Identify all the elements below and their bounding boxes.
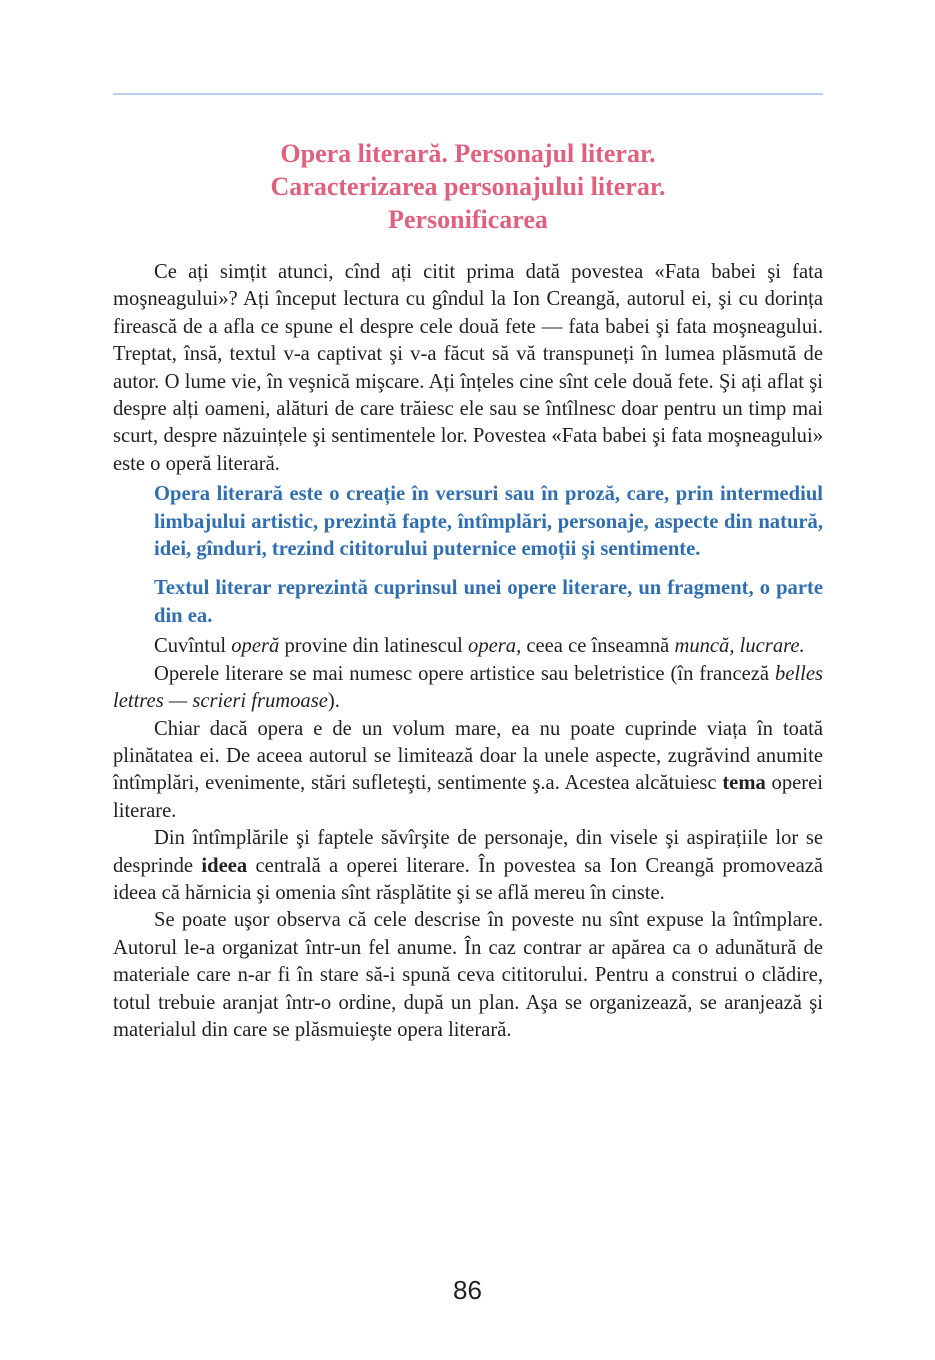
text-run: Cuvîntul bbox=[154, 635, 232, 658]
paragraph-etymology bbox=[113, 633, 823, 660]
text-run: ceea ce înseamnă bbox=[521, 635, 675, 658]
body-text bbox=[113, 259, 823, 1044]
title-line-3: Personificarea bbox=[388, 205, 548, 234]
title-line-1: Opera literară. Personajul literar. bbox=[280, 139, 656, 168]
title-line-2: Caracterizarea personajului literar. bbox=[270, 172, 666, 201]
italic-term: operă bbox=[231, 635, 280, 658]
intro-paragraph: Ce ați simțit atunci, cînd ați citit prima dată povestea «Fata babei şi fata moşneagului»? Ați început lectura cu gîndul la Ion Creangă, autorul ei, şi cu dorința firească de a afla ce spune el despre cele două fete — fata babei şi fata moşneagului. Treptat, însă, textul v-a captivat şi v-a făcut să vă transpuneți în lumea plăsmută de autor. O lume vie, în veşnică mişcare. Ați înțeles cine sînt cele două fete. Şi ați aflat şi despre alți oameni, alături de care trăiesc ele sau se întîlnesc doar pentru un timp mai scurt, despre năzuințele şi sentimentele lor. Povestea «Fata babei şi fata moşneagului» este o operă literară. bbox=[113, 261, 823, 475]
italic-term: opera, bbox=[468, 635, 522, 658]
italic-term: belles lettres — scrieri frumoase bbox=[113, 662, 823, 713]
paragraph-compozitie: Se poate uşor observa că cele descrise în poveste nu sînt expuse la întîmplare. Autorul le-a organizat într-un fel anume. În caz contrar ar apărea ca o adunătură de materiale care n-ar fi în stare să-i spună ceva cititorului. Pentru a construi o clădire, totul trebuie aranjat într-o ordine, după un plan. Aşa se organizează, se aranjează şi materialul din care se plăsmuieşte opera literară. bbox=[113, 909, 823, 1041]
text-run: Operele literare se mai numesc opere artistice sau beletristice (în franceză bbox=[154, 662, 775, 685]
paragraph-beletristice bbox=[113, 661, 823, 716]
text-run: operei literare. bbox=[113, 772, 823, 822]
top-divider bbox=[113, 93, 823, 95]
page-title bbox=[113, 137, 823, 236]
italic-term: muncă, lucrare. bbox=[674, 635, 805, 658]
bold-term: tema bbox=[722, 772, 766, 795]
text-run: ). bbox=[327, 690, 340, 713]
text-run: Din întîmplările şi faptele săvîrşite de personaje, din visele şi aspirațiile lor se desprinde bbox=[113, 827, 823, 877]
paragraph-tema bbox=[113, 716, 823, 826]
bold-term: ideea bbox=[201, 854, 248, 877]
page-number: 86 bbox=[453, 1275, 482, 1305]
paragraph-ideea bbox=[113, 825, 823, 907]
text-run: Chiar dacă opera e de un volum mare, ea nu poate cuprinde viața în toată plinătatea ei. De aceea autorul se limitează doar la unele aspecte, zugrăvind anumite întîmplări, evenimente, stări sufleteşti, sentimente ş.a. Acestea alcătuiesc bbox=[113, 717, 823, 795]
definition-textul-literar: Textul literar reprezintă cuprinsul unei opere literare, un fragment, o parte din ea. bbox=[154, 577, 823, 627]
definition-opera-literara: Opera literară este o creație în versuri sau în proză, care, prin intermediul limbajului artistic, prezintă fapte, întîmplări, personaje, aspecte din natură, idei, gînduri, trezind cititorului puternice emoții şi sentimente. bbox=[154, 483, 823, 561]
text-run: centrală a operei literare. În povestea sa Ion Creangă promovează ideea că hărnicia şi omenia sînt răsplătite şi se află mereu în cinste. bbox=[113, 854, 823, 904]
text-run: provine din latinescul bbox=[279, 635, 469, 658]
